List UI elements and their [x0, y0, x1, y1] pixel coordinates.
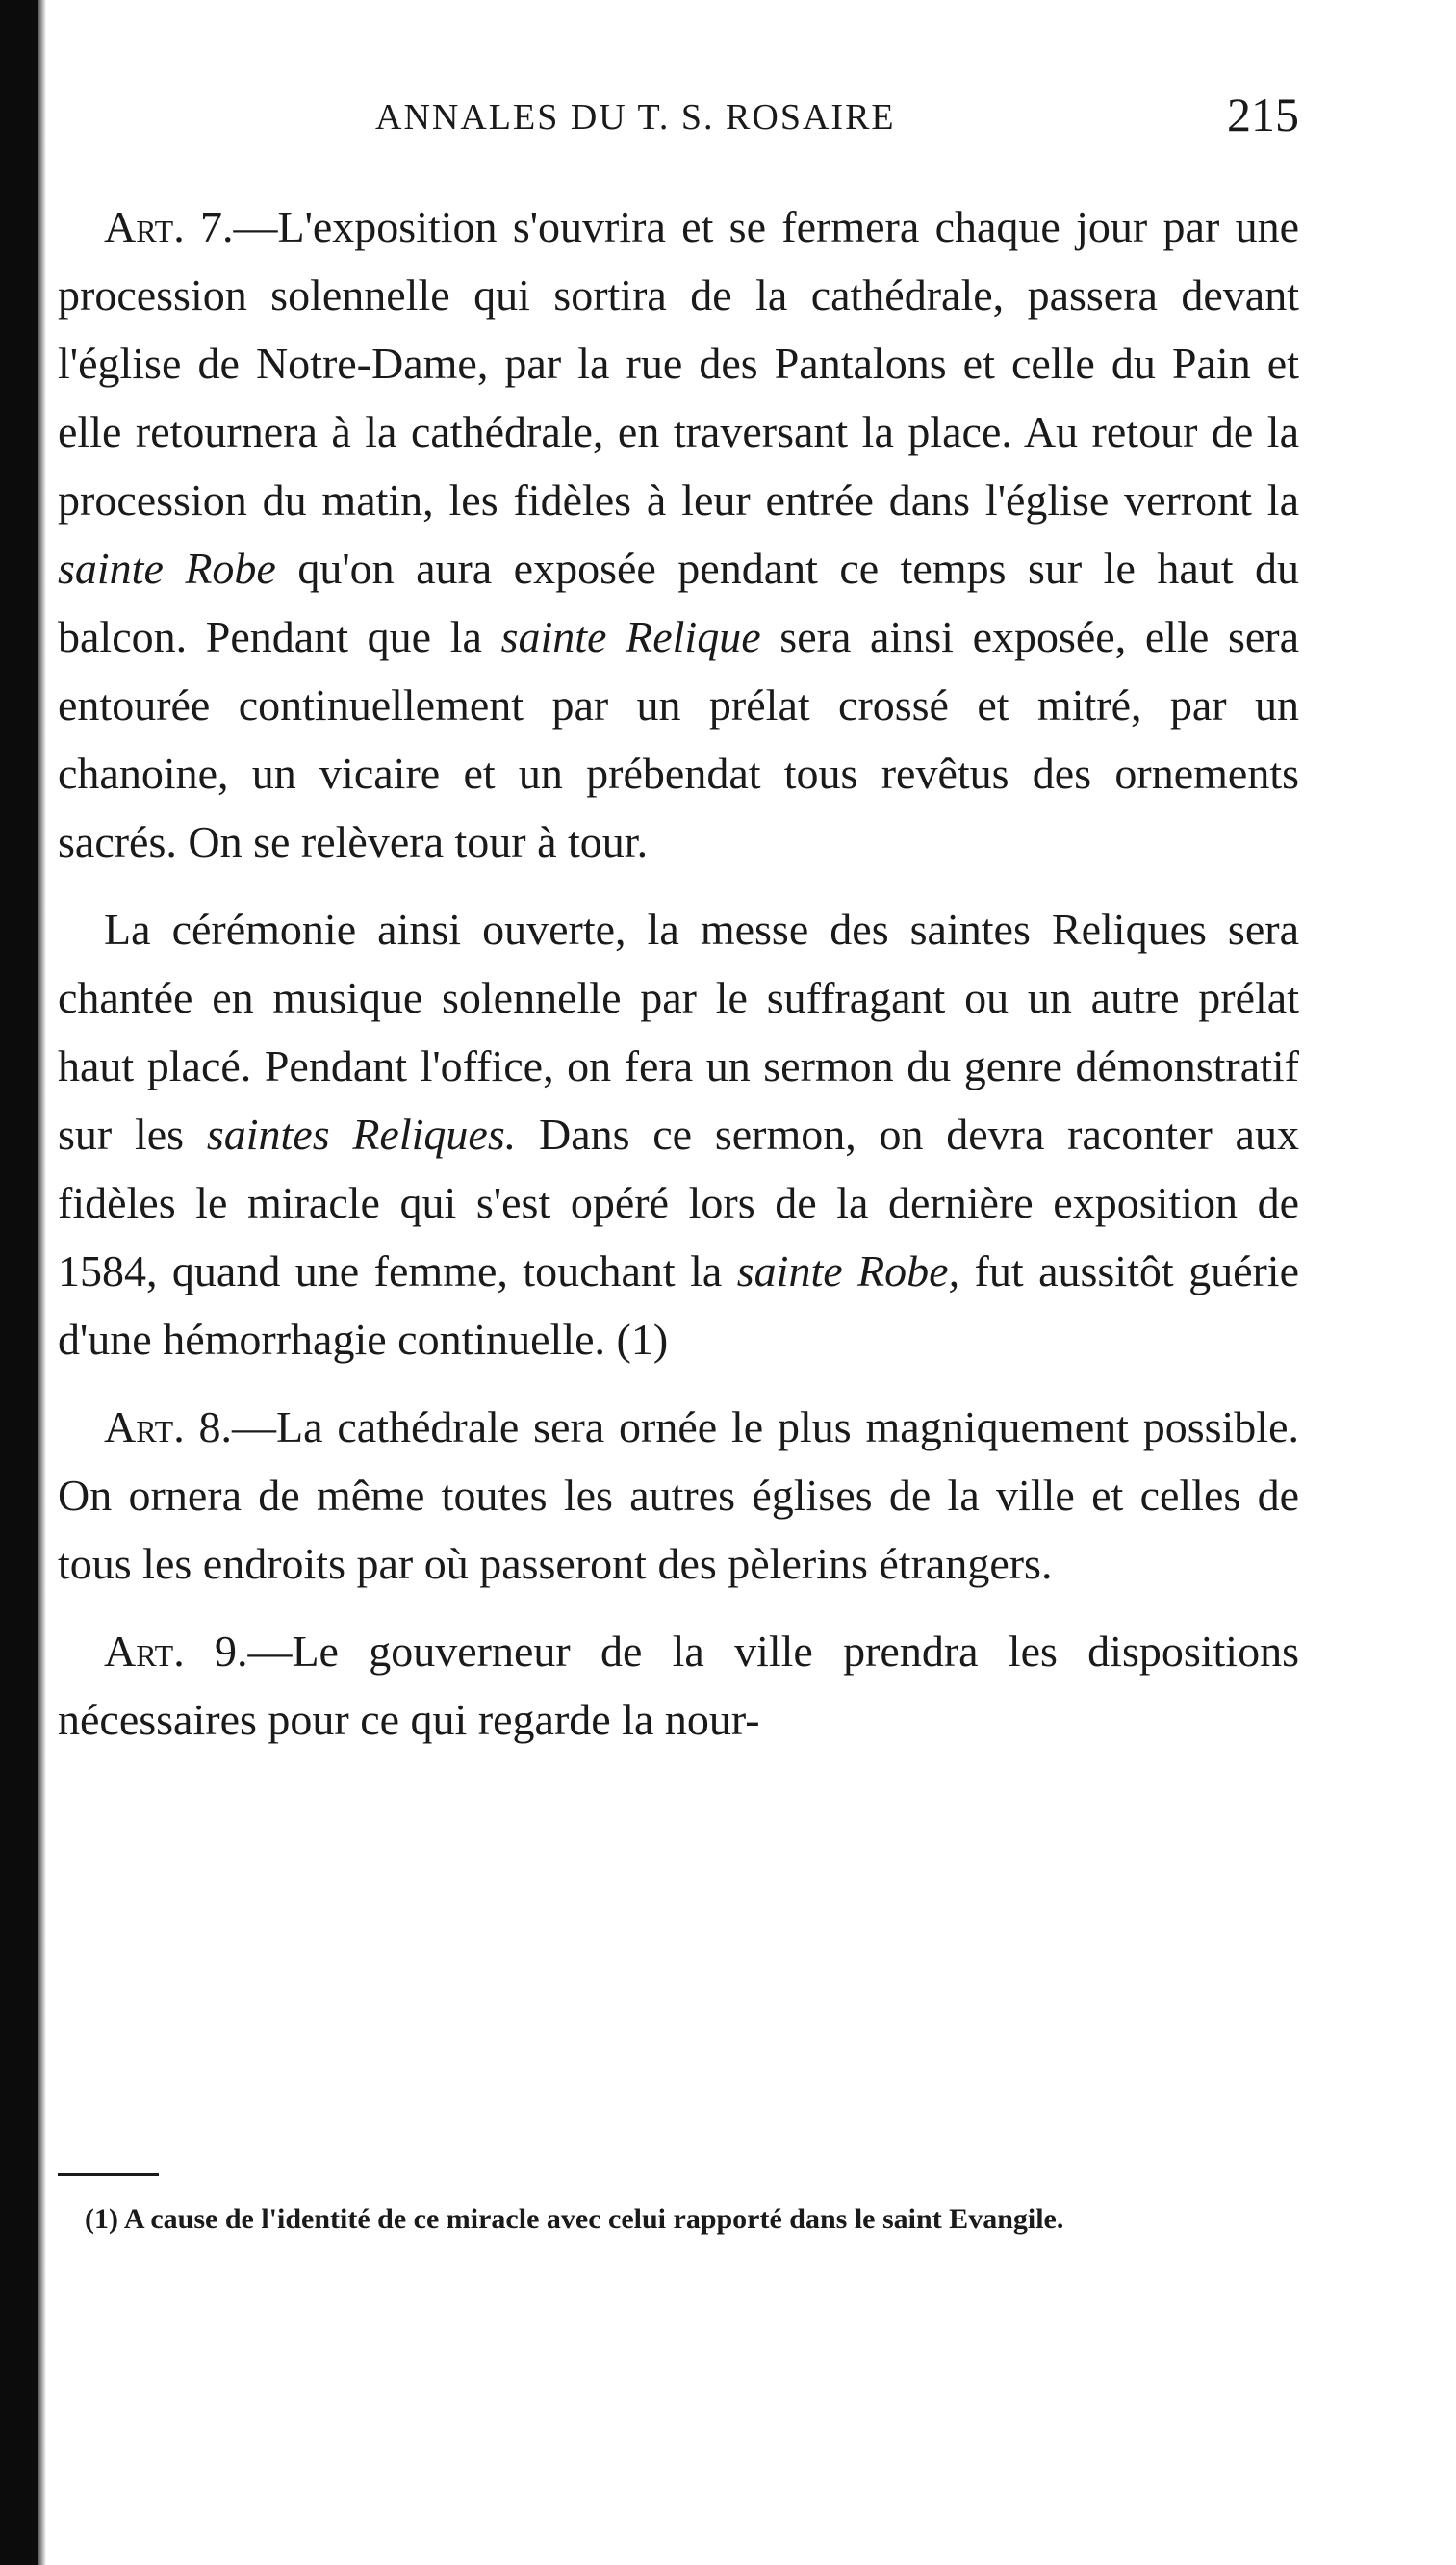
text-segment: —Le gouverneur de la ville prendra les dispositions nécessaires pour ce qui regarde la nour-	[58, 1627, 1299, 1744]
text-segment: —L'exposition s'ouvrira et se fermera chaque jour par une procession solennelle qui sortira de la cathédrale, passera devant l'église de Notre-Dame, par la rue des Pantalons et celle du Pain et elle retournera à la cathédrale, en traversant la place. Au retour de la procession du matin, les fidèles à leur entrée dans l'église verront la	[58, 202, 1299, 525]
footnote: (1) A cause de l'identité de ce miracle avec celui rapporté dans le saint Evangile.	[85, 2203, 1064, 2235]
text-segment: Dans ce sermon, on devra raconter aux fidèles le miracle qui s'est opéré lors de la dernière exposition de 1584, quand une femme, touchant la	[58, 1110, 1299, 1295]
article-label: Art. 9.	[104, 1627, 248, 1676]
italic-segment: saintes Reliques.	[206, 1110, 517, 1159]
italic-segment: sainte Robe,	[736, 1246, 960, 1295]
text-segment: —La cathédrale sera ornée le plus magniquement possible. On ornera de même toutes les autres églises de la ville et celles de tous les endroits par où passeront des pèlerins étrangers.	[58, 1402, 1299, 1588]
gutter-shadow	[38, 0, 46, 2565]
text-segment: La cérémonie ainsi ouverte, la messe des saintes Reliques sera chantée en musique solennelle par le suffragant ou un autre prélat haut placé. Pendant l'office, on fera un sermon du genre démonstratif sur les	[58, 905, 1299, 1159]
running-header	[58, 87, 1299, 154]
italic-segment: sainte Relique	[500, 612, 761, 661]
text-segment: sera ainsi exposée, elle sera entourée continuellement par un prélat crossé et mitré, par un chanoine, un vicaire et un prébendat tous revêtus des ornements sacrés. On se relèvera tour à tour.	[58, 612, 1299, 866]
text-segment: qu'on aura exposée pendant ce temps sur le haut du balcon. Pendant que la	[58, 544, 1299, 661]
body-text	[58, 192, 1299, 1773]
article-label: Art. 8.	[104, 1402, 233, 1451]
book-page	[58, 0, 1299, 2565]
running-title: ANNALES DU T. S. ROSAIRE	[375, 97, 896, 138]
footnote-rule	[58, 2173, 159, 2176]
article-label: Art. 7.	[104, 202, 234, 251]
page-number: 215	[1227, 88, 1299, 141]
book-spine-shadow	[0, 0, 38, 2565]
article-9-paragraph	[58, 1617, 1299, 1754]
italic-segment: sainte Robe	[58, 544, 276, 593]
article-7-paragraph	[58, 192, 1299, 876]
ceremony-paragraph	[58, 895, 1299, 1373]
article-8-paragraph	[58, 1393, 1299, 1598]
text-segment: fut aussitôt guérie d'une hémorrhagie continuelle. (1)	[58, 1246, 1300, 1364]
